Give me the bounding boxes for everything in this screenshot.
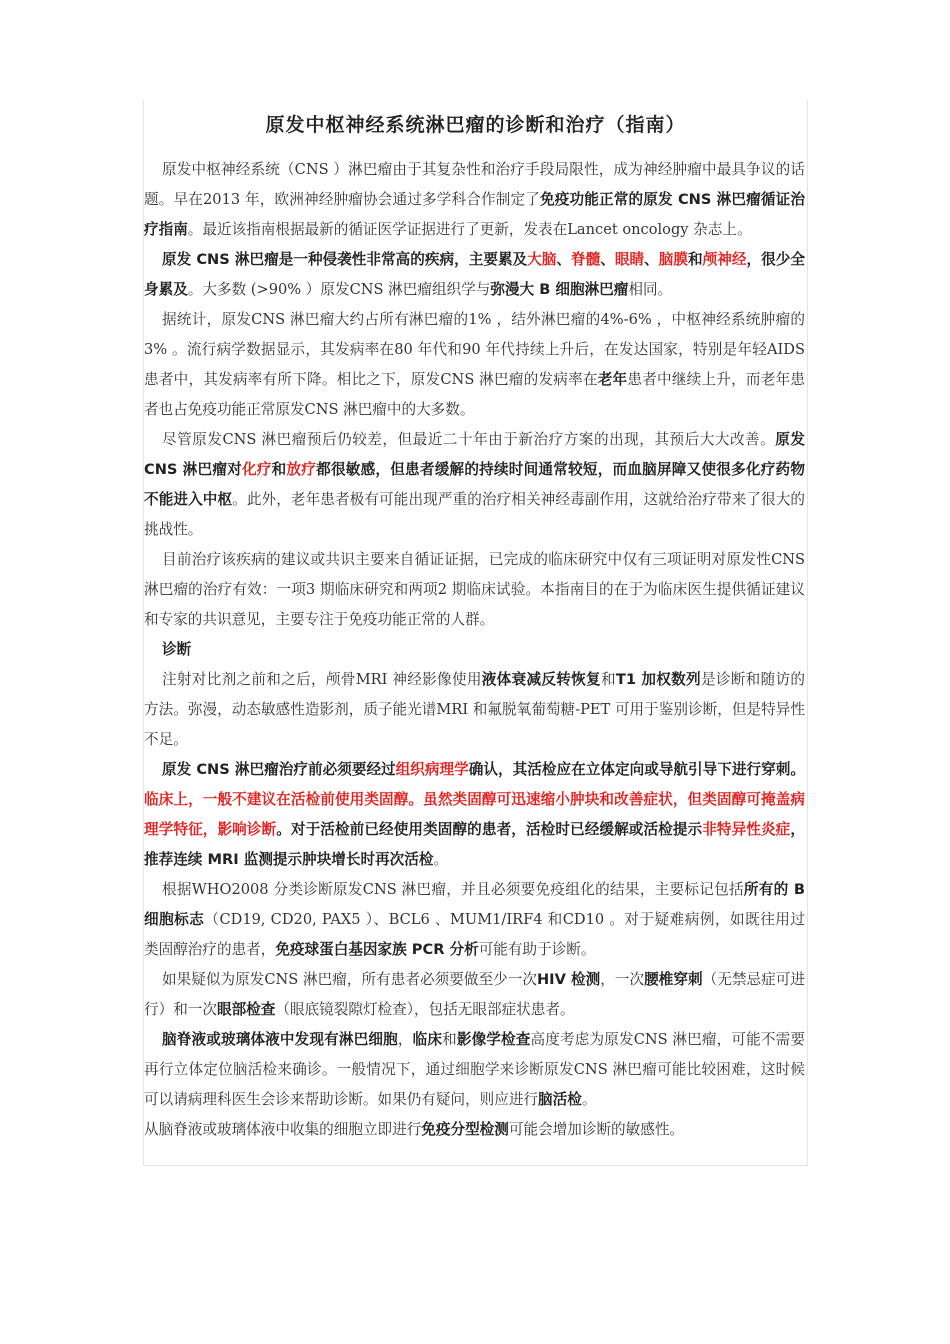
paragraph [144, 245, 805, 305]
document-content [143, 100, 808, 1166]
text-segment: 目前治疗该疾病的建议或共识主要来自循证证据，已完成的临床研究中仅有三项证明对原发性CNS 淋巴瘤的治疗有效：一项3 期临床研究和两项2 期临床试验。本指南目的在于为临床医生提供循证建议和专家的共识意见，主要专注于免疫功能正常的人群。 [144, 551, 805, 628]
emphasis-segment: 脑脊液或玻璃体液中发现有淋巴细胞 [162, 1031, 398, 1048]
emphasis-segment: 临床上，一般不建议在活检前使用类固醇。虽然类固醇可迅速缩小肿块和改善症状，但类固醇可掩盖病理学特征，影响诊断 [144, 791, 805, 838]
emphasis-segment: 、 [600, 251, 615, 268]
emphasis-segment: 、 [644, 251, 659, 268]
paragraph [144, 755, 805, 875]
emphasis-segment: 临床 [412, 1031, 443, 1048]
emphasis-segment: 颅神经 [702, 251, 747, 268]
text-segment: 从脑脊液或玻璃体液中收集的细胞立即进行 [144, 1121, 422, 1138]
text-segment: 患者中继续上升，而老年患者也占免疫功能正常原发CNS 淋巴瘤中的大多数。 [144, 371, 805, 418]
emphasis-segment: 非特异性炎症 [702, 821, 791, 838]
text-segment: 注射对比剂之前和之后，颅骨MRI 神经影像使用 [162, 671, 482, 688]
emphasis-segment: 影像学检查 [456, 1031, 531, 1048]
emphasis-segment: 免疫功能正常的原发 CNS 淋巴瘤循证治疗指南 [144, 191, 805, 238]
emphasis-segment: 原发 CNS 淋巴瘤是一种侵袭性非常高的疾病，主要累及 [162, 251, 528, 268]
emphasis-segment: 脑膜 [658, 251, 688, 268]
emphasis-segment: 化疗 [242, 461, 272, 478]
emphasis-segment: 脊髓 [571, 251, 601, 268]
emphasis-segment: 。对于活检前已经使用类固醇的患者，活检时已经缓解或活检提示 [276, 821, 703, 838]
emphasis-segment: 弥漫大 B 细胞淋巴瘤 [490, 281, 629, 298]
text-segment: 如果疑似为原发CNS 淋巴瘤，所有患者必须要做至少一次 [162, 971, 537, 988]
document-title: 原发中枢神经系统淋巴瘤的诊断和治疗（指南） [265, 114, 686, 136]
emphasis-segment: 原发 CNS 淋巴瘤对 [144, 431, 805, 478]
emphasis-segment: 腰椎穿刺 [644, 971, 703, 988]
text-segment: 可能会增加诊断的敏感性。 [508, 1121, 685, 1138]
text-segment: 根据WHO2008 分类诊断原发CNS 淋巴瘤，并且必须要免疫组化的结果，主要标记包括 [162, 881, 744, 898]
text-segment: 据统计，原发CNS 淋巴瘤大约占所有淋巴瘤的1% ，结外淋巴瘤的4%-6% ，中枢神经系统肿瘤的3% 。流行病学数据显示，其发病率在80 年代和90 年代持续上升后，在发达国家，特别是年轻AIDS 患者中，其发病率有所下降。相比之下，原发CNS 淋巴瘤的发病率在 [144, 311, 805, 388]
emphasis-segment: 组织病理学 [395, 761, 469, 778]
paragraph [144, 305, 805, 425]
emphasis-segment: 放疗 [286, 461, 317, 478]
text-segment: 原发中枢神经系统（CNS ）淋巴瘤由于其复杂性和治疗手段局限性，成为神经肿瘤中最具争议的话题。早在2013 年，欧洲神经肿瘤协会通过多学科合作制定了 [144, 161, 805, 208]
text-segment: 可能有助于诊断。 [478, 941, 596, 958]
emphasis-segment: 确认，其活检应在立体定向或导航引导下进行穿刺。 [468, 761, 805, 778]
emphasis-segment: HIV 检测 [536, 971, 601, 988]
text-segment: 高度考虑为原发CNS 淋巴瘤，可能不需要再行立体定位脑活检来确诊。一般情况下，通过细胞学来诊断原发CNS 淋巴瘤可能比较困难，这时候可以请病理科医生会诊来帮助诊断。如果仍有疑问，则应进行 [144, 1031, 805, 1108]
emphasis-segment: 和 [687, 251, 703, 268]
emphasis-segment: 眼睛 [614, 251, 645, 268]
paragraph [144, 1025, 805, 1115]
text-segment: （CD19, CD20, PAX5 ）、BCL6 、MUM1/IRF4 和CD10 。对于疑难病例，如既往用过类固醇治疗的患者， [144, 911, 805, 958]
text-segment: 尽管原发CNS 淋巴瘤预后仍较差，但最近二十年由于新治疗方案的出现，其预后大大改善。 [162, 431, 776, 448]
text-segment: 。 [433, 851, 449, 868]
paragraph [144, 425, 805, 545]
text-segment: 是诊断和随访的方法。弥漫，动态敏感性造影剂，质子能光谱MRI 和氟脱氧葡萄糖-PET 可用于鉴别诊断，但是特异性不足。 [144, 671, 805, 748]
emphasis-segment: 和 [271, 461, 287, 478]
emphasis-segment: ，很少全身累及 [144, 251, 805, 298]
paragraph [144, 965, 805, 1025]
emphasis-segment: 诊断 [162, 641, 192, 658]
text-segment: ， [397, 1031, 413, 1048]
emphasis-segment: ，推荐连续 MRI 监测提示肿块增长时再次活检 [144, 821, 805, 868]
paragraph [144, 545, 805, 635]
text-segment: ，一次 [600, 971, 645, 988]
emphasis-segment: 老年 [597, 371, 628, 388]
emphasis-segment: 大脑 [527, 251, 557, 268]
emphasis-segment: 免疫分型检测 [421, 1121, 509, 1138]
emphasis-segment: 眼部检查 [216, 1001, 276, 1018]
emphasis-segment: 都很敏感，但患者缓解的持续时间通常较短，而血脑屏障又使很多化疗药物不能进入中枢 [144, 461, 805, 508]
document-body [144, 155, 805, 1145]
emphasis-segment: 所有的 B 细胞标志 [144, 881, 805, 928]
text-segment: 。大多数 (>90% ）原发CNS 淋巴瘤组织学与 [187, 281, 491, 298]
text-segment: 相同。 [628, 281, 673, 298]
text-segment: 和 [600, 671, 616, 688]
paragraph [144, 155, 805, 245]
text-segment: （无禁忌症可进行）和一次 [144, 971, 805, 1018]
emphasis-segment: 原发 CNS 淋巴瘤治疗前必须要经过 [162, 761, 396, 778]
text-segment: 。最近该指南根据最新的循证医学证据进行了更新，发表在Lancet oncology 杂志上。 [187, 221, 752, 238]
paragraph [144, 635, 805, 665]
text-segment: （眼底镜裂隙灯检查），包括无眼部症状患者。 [275, 1001, 575, 1018]
paragraph [144, 1115, 805, 1145]
emphasis-segment: 脑活检 [538, 1091, 582, 1108]
emphasis-segment: T1 加权数列 [615, 671, 701, 688]
paragraph [144, 875, 805, 965]
emphasis-segment: 、 [556, 251, 572, 268]
text-segment: 。此外，老年患者极有可能出现严重的治疗相关神经毒副作用，这就给治疗带来了很大的挑战性。 [144, 491, 805, 538]
emphasis-segment: 液体衰减反转恢复 [481, 671, 601, 688]
paragraph [144, 665, 805, 755]
text-segment: 。 [581, 1091, 597, 1108]
emphasis-segment: 免疫球蛋白基因家族 PCR 分析 [275, 941, 479, 958]
text-segment: 和 [442, 1031, 457, 1048]
